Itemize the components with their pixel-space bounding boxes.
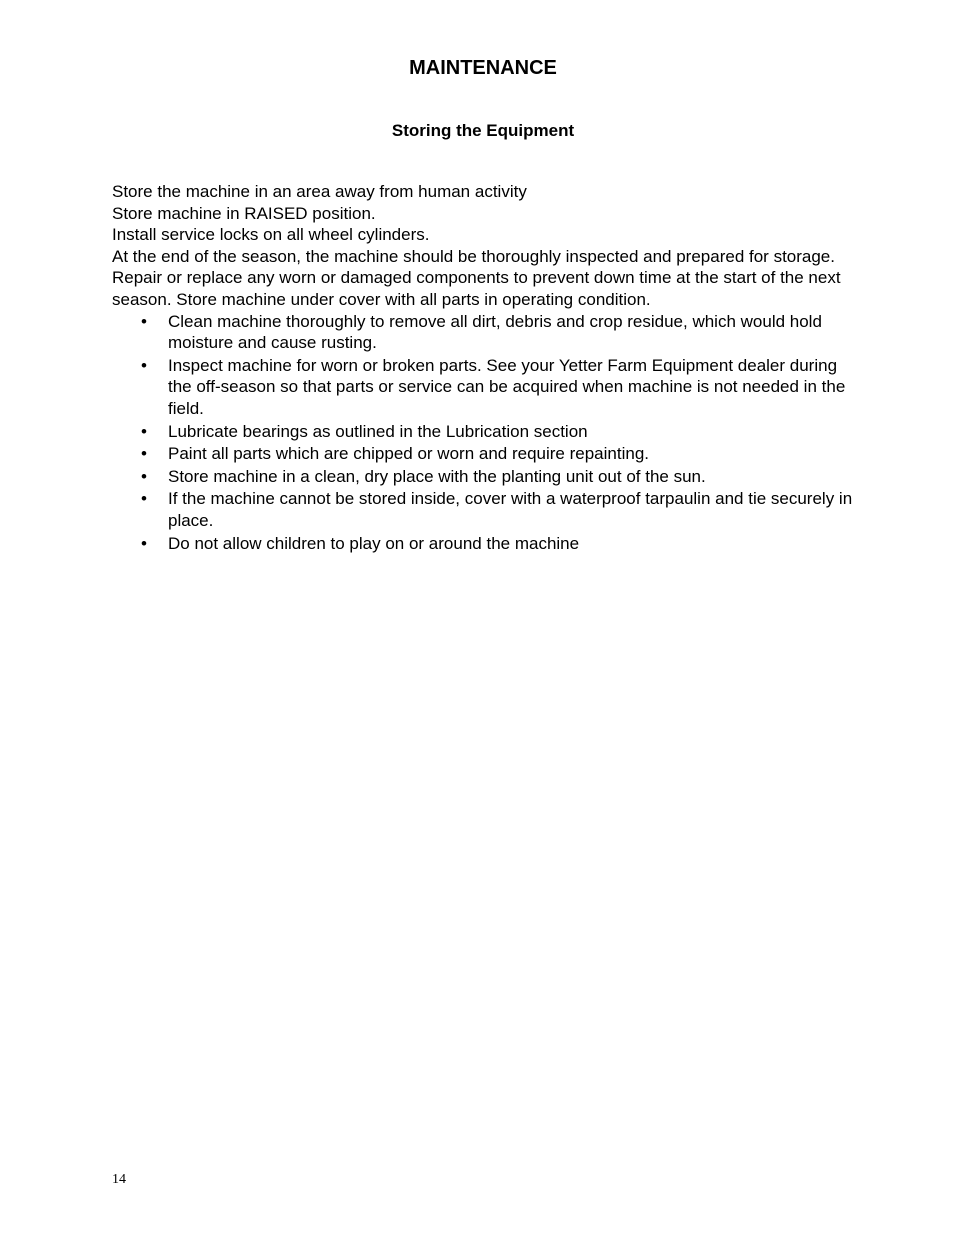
bullet-icon: • [141, 466, 147, 486]
list-item [112, 421, 862, 443]
document-body [112, 181, 862, 555]
list-item [112, 443, 862, 465]
storage-checklist [112, 311, 862, 555]
list-item [112, 311, 862, 354]
bullet-icon: • [141, 533, 147, 553]
list-item-text: If the machine cannot be stored inside, cover with a waterproof tarpaulin and tie securely in place. [168, 489, 853, 530]
list-item [112, 533, 862, 555]
storage-paragraph: At the end of the season, the machine should be thoroughly inspected and prepared for storage. Repair or replace any worn or damaged components to prevent down time at the start of the next season. Store machine under cover with all parts in operating condition. [112, 246, 841, 309]
intro-line: Store the machine in an area away from human activity [112, 182, 527, 201]
list-item-text: Lubricate bearings as outlined in the Lubrication section [168, 421, 588, 441]
bullet-icon: • [141, 444, 147, 464]
intro-line: Store machine in RAISED position. [112, 203, 376, 223]
bullet-icon: • [141, 421, 147, 441]
bullet-icon: • [141, 311, 147, 331]
list-item-text: Clean machine thoroughly to remove all dirt, debris and crop residue, which would hold moisture and cause rusting. [168, 311, 822, 353]
list-item [112, 355, 862, 420]
list-item [112, 488, 862, 531]
intro-line: Install service locks on all wheel cylinders. [112, 225, 430, 245]
list-item-text: Inspect machine for worn or broken parts. See your Yetter Farm Equipment dealer during the off-season so that parts or service can be acquired when machine is not needed in the field. [168, 355, 846, 418]
bullet-icon: • [141, 489, 147, 509]
bullet-icon: • [141, 355, 147, 375]
list-item-text: Paint all parts which are chipped or worn and require repainting. [168, 444, 649, 464]
list-item [112, 466, 862, 488]
page-number: 14 [112, 1172, 126, 1187]
page-title: MAINTENANCE [409, 57, 557, 79]
list-item-text: Store machine in a clean, dry place with the planting unit out of the sun. [168, 466, 706, 486]
list-item-text: Do not allow children to play on or around the machine [168, 533, 580, 553]
section-title: Storing the Equipment [391, 121, 575, 140]
